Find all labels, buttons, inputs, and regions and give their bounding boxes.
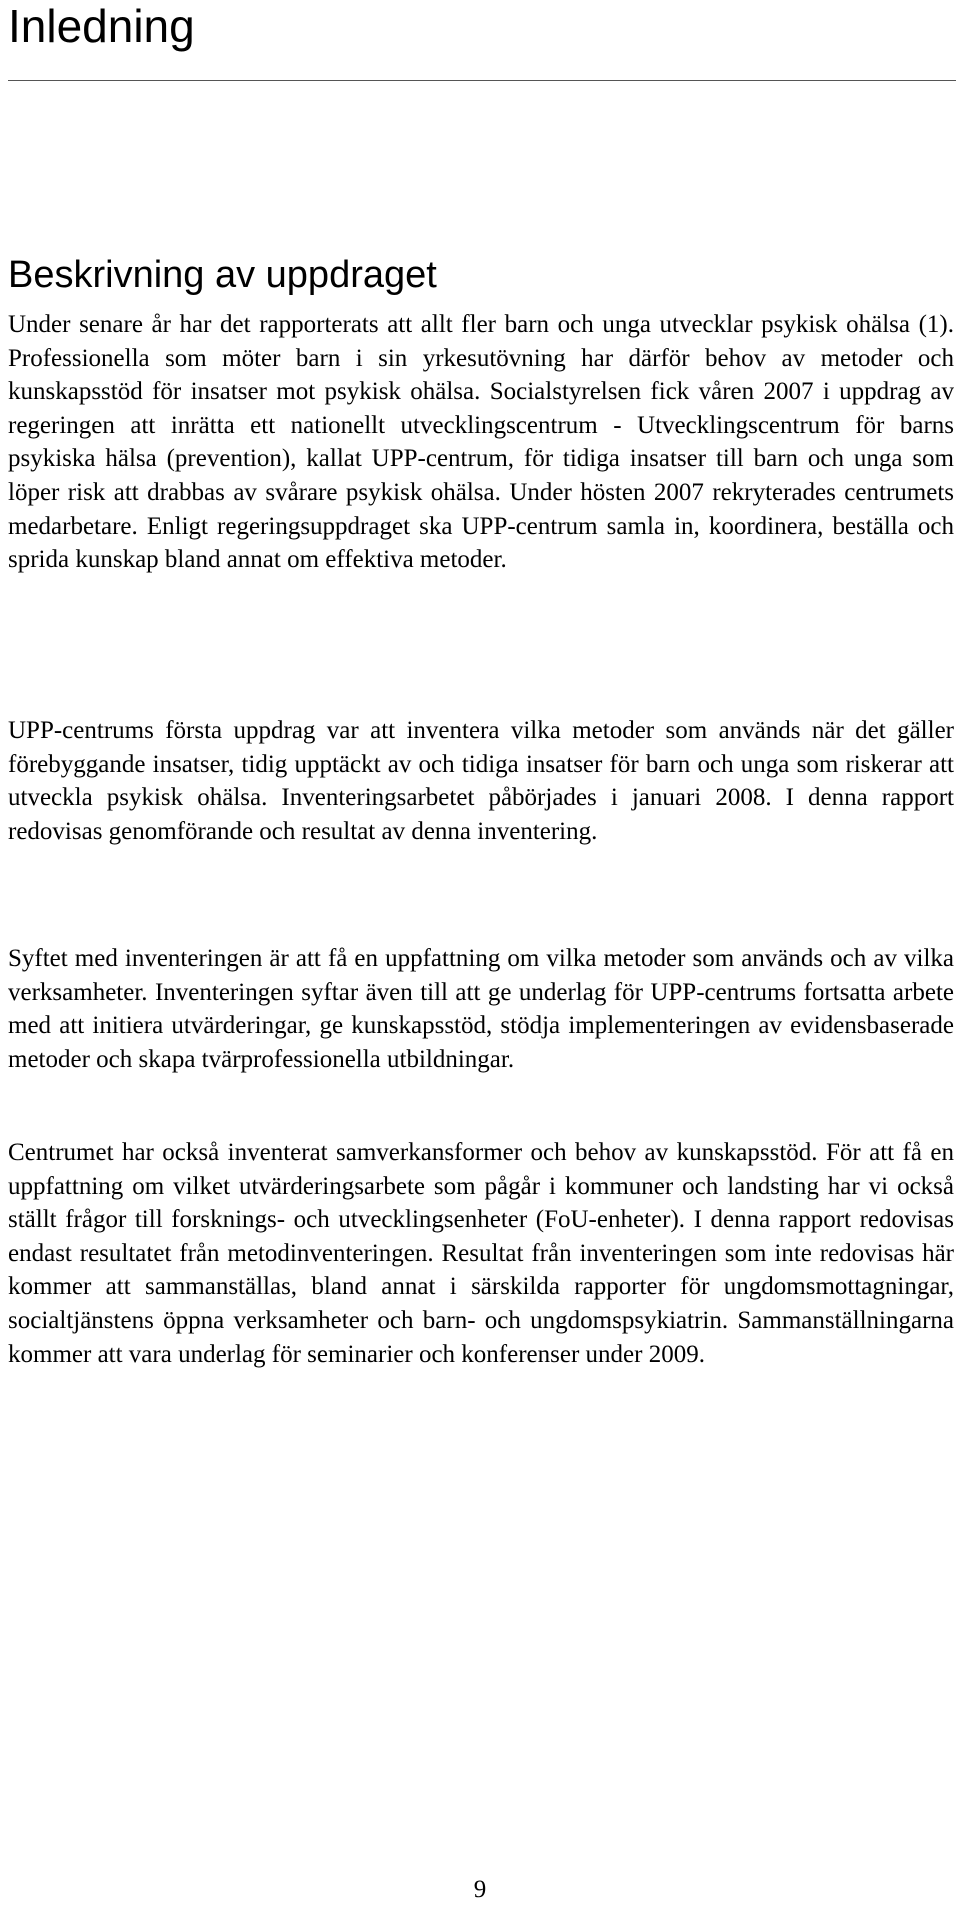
body-paragraph: Under senare år har det rapporterats att allt fler barn och unga utvecklar psykisk ohälsa (1). Professionella som möter barn i sin yrkesutövning har därför behov av metoder och kunskapsstöd för insatser mot psykisk ohälsa. Socialstyrelsen fick våren 2007 i uppdrag av regeringen att inrätta ett nationellt utvecklingscentrum - Utvecklingscentrum för barns psykiska hälsa (prevention), kallat UPP-centrum, för tidiga insatser till barn och unga som löper risk att drabbas av svårare psykisk ohälsa. Under hösten 2007 rekryterades centrumets medarbetare. Enligt regeringsuppdraget ska UPP-centrum samla in, koordinera, beställa och sprida kunskap bland annat om effektiva metoder.	[8, 311, 954, 574]
body-paragraph: Centrumet har också inventerat samverkansformer och behov av kunskapsstöd. För att få en uppfattning om vilket utvärderingsarbete som pågår i kommuner och landsting har vi också ställt frågor till forsknings- och utvecklingsenheter (FoU-enheter). I denna rapport redovisas endast resultatet från metodinventeringen. Resultat från inventeringen som inte redovisas här kommer att sammanställas, bland annat i särskilda rapporter för ungdomsmottagningar, socialtjänstens öppna verksamheter och barn- och ungdomspsykiatrin. Sammanställningarna kommer att vara underlag för seminarier och konferenser under 2009.	[8, 1139, 954, 1368]
body-paragraph: UPP-centrums första uppdrag var att inventera vilka metoder som används när det gäller förebyggande insatser, tidig upptäckt av och tidiga insatser för barn och unga som riskerar att utveckla psykisk ohälsa. Inventeringsarbetet påbörjades i januari 2008. I denna rapport redovisas genomförande och resultat av denna inventering.	[8, 717, 954, 845]
body-paragraph: Syftet med inventeringen är att få en uppfattning om vilka metoder som används och av vilka verksamheter. Inventeringen syftar även till att ge underlag för UPP-centrums fortsatta arbete med att initiera utvärderingar, ge kunskapsstöd, stödja implementeringen av evidensbaserade metoder och skapa tvärprofessionella utbildningar.	[8, 945, 954, 1073]
chapter-divider	[8, 80, 956, 81]
section-title: Beskrivning av uppdraget	[8, 254, 437, 296]
page-number: 9	[473, 1876, 487, 1903]
chapter-title: Inledning	[8, 0, 195, 52]
